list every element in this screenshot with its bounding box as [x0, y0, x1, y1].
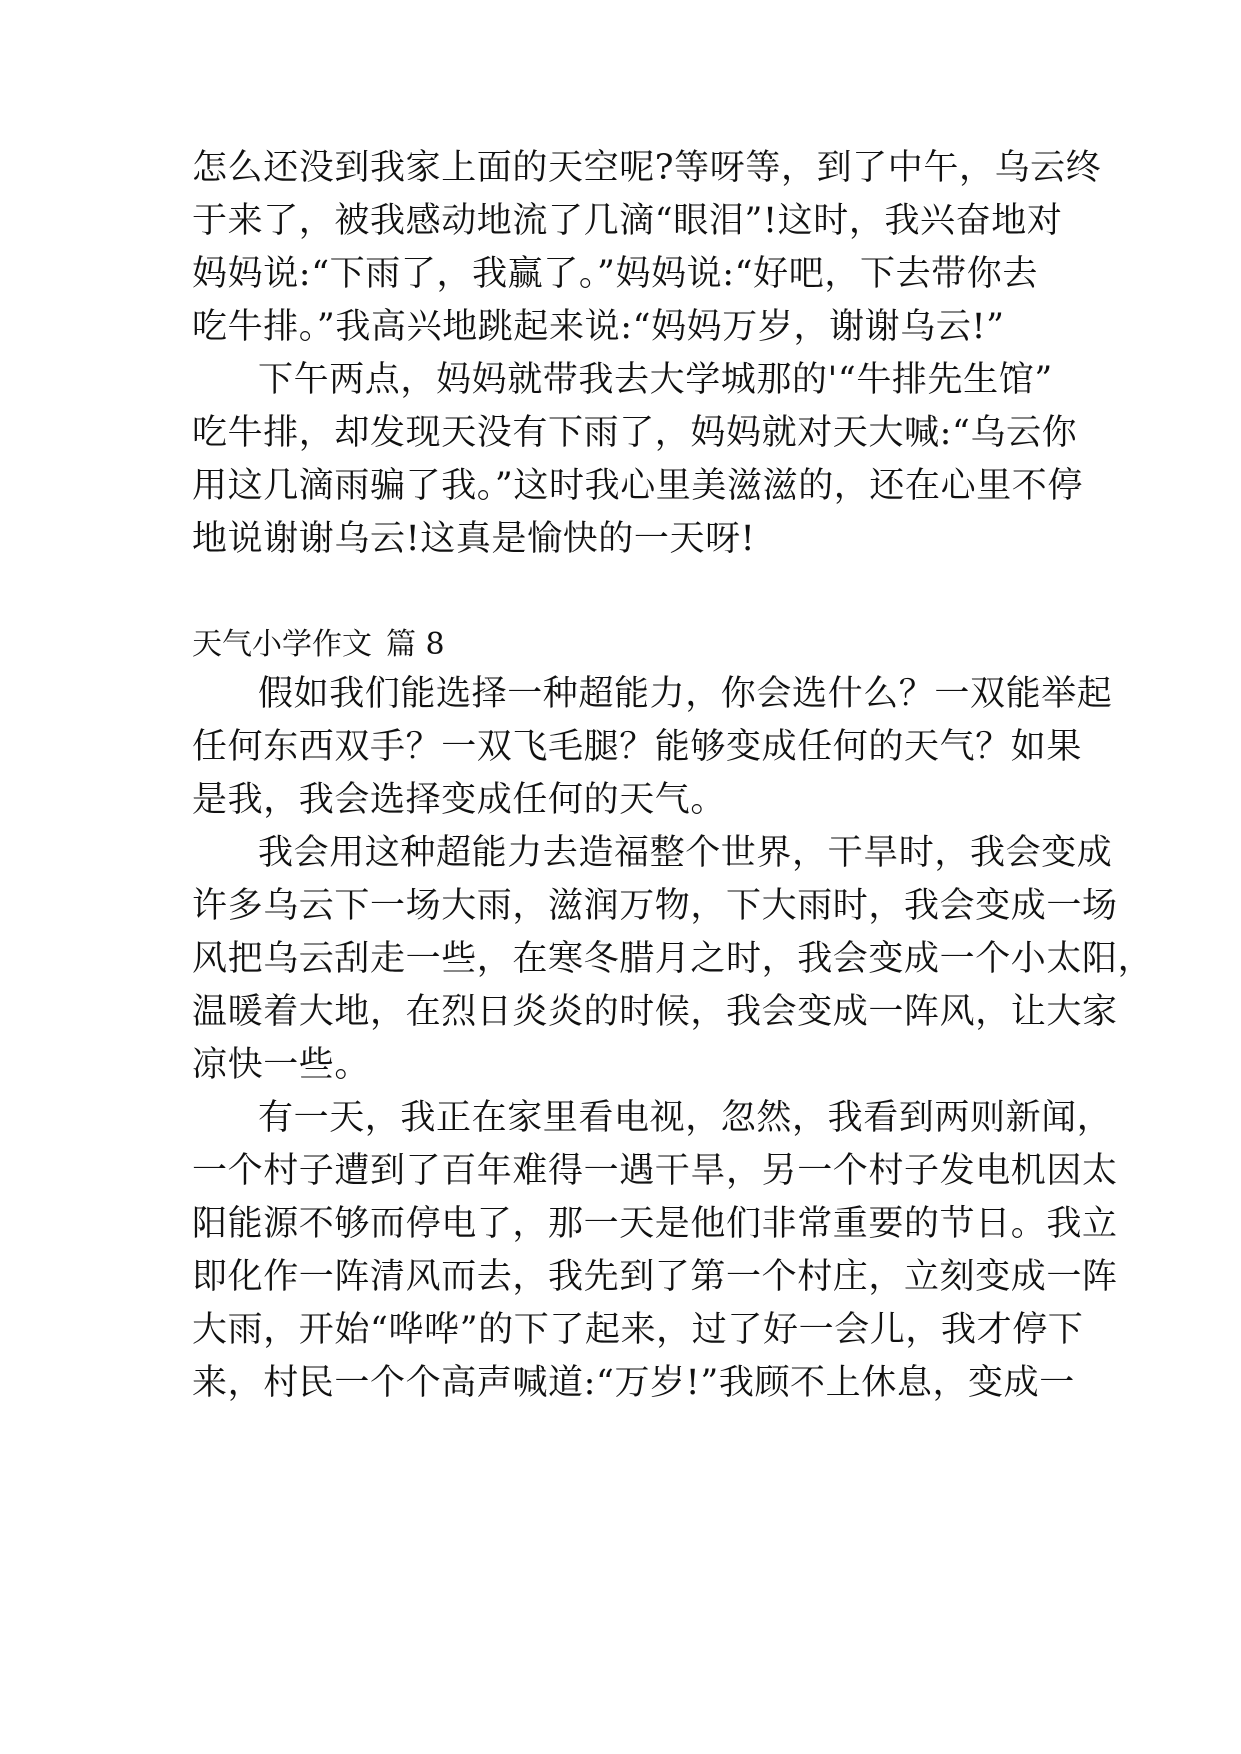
paragraph-5-line-6: 来，村民一个个高声喊道:“万岁!”我顾不上休息，变成一 [192, 1363, 1075, 1403]
paragraph-5-line-4: 即化作一阵清风而去，我先到了第一个村庄，立刻变成一阵 [192, 1257, 1118, 1297]
paragraph-1-line-2: 于来了，被我感动地流了几滴“眼泪”!这时，我兴奋地对 [192, 201, 1063, 241]
paragraph-3-line-2: 任何东西双手？一双飞毛腿？能够变成任何的天气？如果 [192, 727, 1083, 767]
paragraph-1-line-3: 妈妈说:“下雨了，我赢了。”妈妈说:“好吧，下去带你去 [192, 254, 1038, 294]
section-heading-title: 天气小学作文 [192, 627, 372, 662]
paragraph-4-line-2: 许多乌云下一场大雨，滋润万物，下大雨时，我会变成一场 [192, 886, 1118, 926]
paragraph-2-line-2: 吃牛排，却发现天没有下雨了，妈妈就对天大喊:“乌云你 [192, 413, 1078, 453]
paragraph-2-line-1: 下午两点，妈妈就带我去大学城那的'“牛排先生馆” [258, 360, 1053, 400]
paragraph-4-line-1: 我会用这种超能力去造福整个世界，干旱时，我会变成 [258, 833, 1113, 873]
paragraph-3-line-1: 假如我们能选择一种超能力，你会选什么？一双能举起 [258, 674, 1113, 714]
paragraph-4-line-5: 凉快一些。 [192, 1045, 371, 1085]
paragraph-1-line-4: 吃牛排。”我高兴地跳起来说:“妈妈万岁，谢谢乌云!” [192, 307, 1005, 347]
paragraph-4-line-4: 温暖着大地，在烈日炎炎的时候，我会变成一阵风，让大家 [192, 992, 1118, 1032]
paragraph-5-line-1: 有一天，我正在家里看电视，忽然，我看到两则新闻， [258, 1098, 1113, 1138]
paragraph-2-line-3: 用这几滴雨骗了我。”这时我心里美滋滋的，还在心里不停 [192, 466, 1083, 506]
paragraph-3-line-3: 是我，我会选择变成任何的天气。 [192, 780, 727, 820]
paragraph-1-line-1: 怎么还没到我家上面的天空呢?等呀等，到了中午，乌云终 [192, 148, 1102, 188]
paragraph-5-line-3: 阳能源不够而停电了，那一天是他们非常重要的节日。我立 [192, 1204, 1118, 1244]
paragraph-2-line-4: 地说谢谢乌云!这真是愉快的一天呀! [192, 519, 756, 559]
paragraph-5-line-2: 一个村子遭到了百年难得一遇干旱，另一个村子发电机因太 [192, 1151, 1118, 1191]
section-heading [192, 623, 445, 667]
section-heading-number: 篇 8 [386, 627, 445, 662]
paragraph-4-line-3: 风把乌云刮走一些，在寒冬腊月之时，我会变成一个小太阳， [192, 939, 1154, 979]
paragraph-5-line-5: 大雨，开始“哗哗”的下了起来，过了好一会儿，我才停下 [192, 1310, 1084, 1350]
